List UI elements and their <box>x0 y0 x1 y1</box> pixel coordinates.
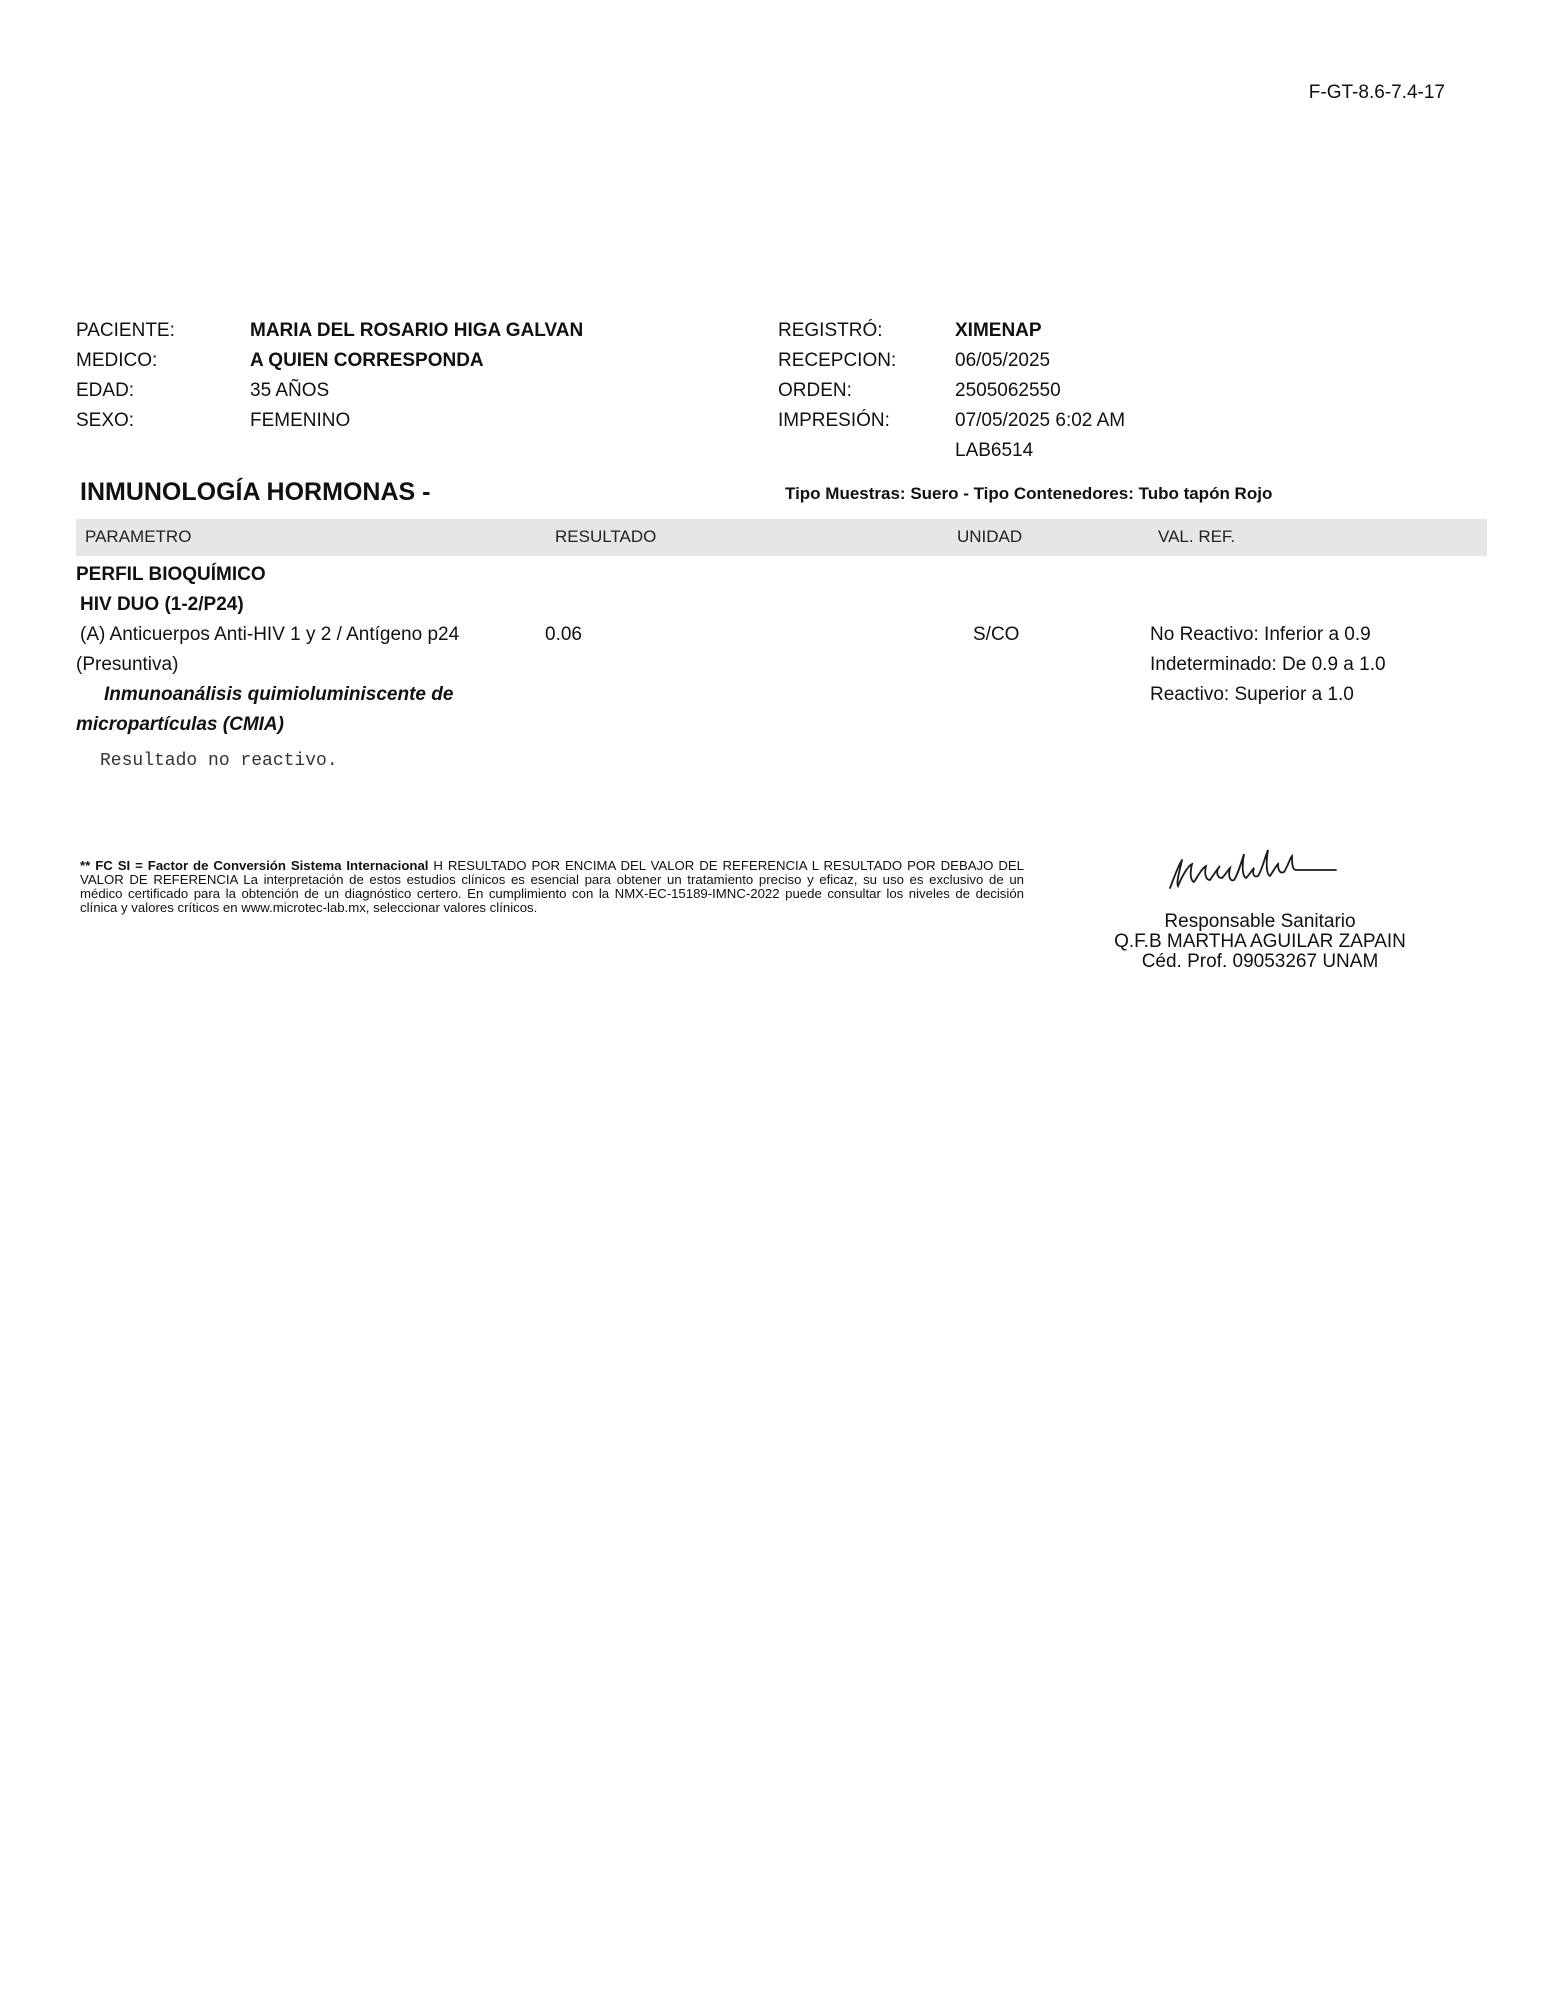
registered-label: REGISTRÓ: <box>778 320 883 341</box>
sample-info: Tipo Muestras: Suero - Tipo Contenedores: Tubo tapón Rojo <box>785 484 1273 503</box>
signature-name: Q.F.B MARTHA AGUILAR ZAPAIN <box>1114 931 1406 952</box>
age-label: EDAD: <box>76 380 135 401</box>
doctor-name: A QUIEN CORRESPONDA <box>250 350 484 371</box>
reception-label: RECEPCION: <box>778 350 897 371</box>
reception-value: 06/05/2025 <box>955 350 1051 371</box>
ref-value-nonreactive: No Reactivo: Inferior a 0.9 <box>1150 624 1371 645</box>
result-note: Resultado no reactivo. <box>100 751 338 771</box>
footnote-bold: ** FC SI = Factor de Conversión Sistema Internacional <box>80 858 429 873</box>
table-header <box>76 519 1487 556</box>
test-name: HIV DUO (1-2/P24) <box>80 594 244 615</box>
section-title: INMUNOLOGÍA HORMONAS - <box>80 478 431 506</box>
parameter-qualifier: (Presuntiva) <box>76 654 179 675</box>
footnote <box>80 859 1024 915</box>
method-line-1: Inmunoanálisis quimioluminiscente de <box>104 684 454 705</box>
order-value: 2505062550 <box>955 380 1061 401</box>
lab-code: LAB6514 <box>955 440 1034 461</box>
signature-image <box>1160 830 1340 900</box>
result-value: 0.06 <box>545 624 582 645</box>
footnote-text: H RESULTADO POR ENCIMA DEL VALOR DE REFERENCIA L RESULTADO POR DEBAJO DEL VALOR DE REFERENCIA La interpretación de estos estudios clínicos es esencial para obtener un tratamiento preciso y eficaz, su uso es exclusivo de un médico certificado para la obtención de un diagnóstico certero. En cumplimiento con la NMX-EC-15189-IMNC-2022 puede consultar los niveles de decisión clínica y valores críticos en www.microtec-lab.mx, seleccionar valores clínicos. <box>80 858 1024 915</box>
order-label: ORDEN: <box>778 380 852 401</box>
sex-value: FEMENINO <box>250 410 351 431</box>
sex-label: SEXO: <box>76 410 135 431</box>
parameter-name: (A) Anticuerpos Anti-HIV 1 y 2 / Antígeno p24 <box>80 624 460 645</box>
method-line-2: micropartículas (CMIA) <box>76 714 284 735</box>
registered-value: XIMENAP <box>955 320 1042 341</box>
doctor-label: MEDICO: <box>76 350 158 371</box>
print-value: 07/05/2025 6:02 AM <box>955 410 1126 431</box>
header-ref: VAL. REF. <box>1158 527 1236 546</box>
patient-name: MARIA DEL ROSARIO HIGA GALVAN <box>250 320 584 341</box>
patient-label: PACIENTE: <box>76 320 175 341</box>
age-value: 35 AÑOS <box>250 380 330 401</box>
ref-value-reactive: Reactivo: Superior a 1.0 <box>1150 684 1354 705</box>
signature-role: Responsable Sanitario <box>1164 911 1356 932</box>
print-label: IMPRESIÓN: <box>778 410 890 431</box>
signature-block <box>1060 912 1460 972</box>
header-result: RESULTADO <box>555 527 657 546</box>
signature-license: Céd. Prof. 09053267 UNAM <box>1141 951 1379 972</box>
ref-value-indeterminate: Indeterminado: De 0.9 a 1.0 <box>1150 654 1386 675</box>
profile-name: PERFIL BIOQUÍMICO <box>76 564 266 585</box>
unit-value: S/CO <box>973 624 1020 645</box>
header-parameter: PARAMETRO <box>85 527 192 546</box>
form-code: F-GT-8.6-7.4-17 <box>1308 82 1445 103</box>
header-unit: UNIDAD <box>957 527 1023 546</box>
